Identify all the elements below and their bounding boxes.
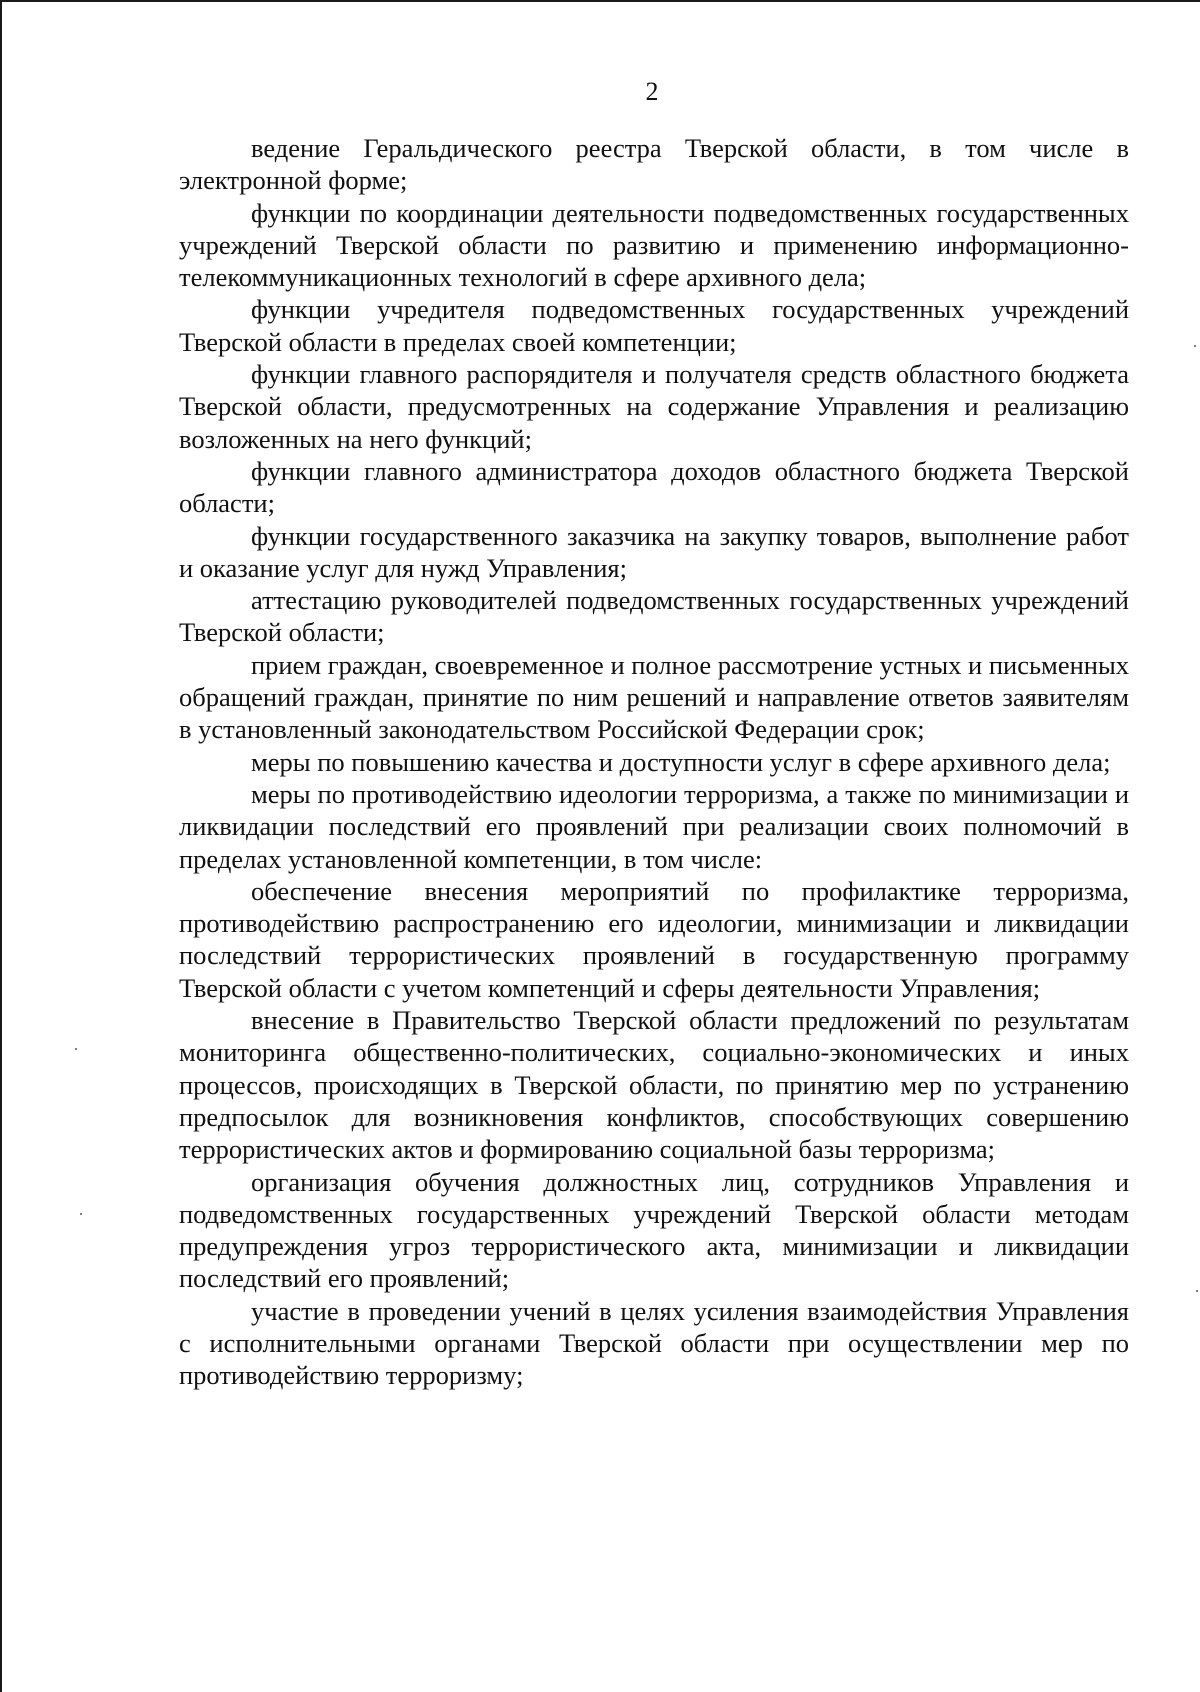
paragraph: обеспечение внесения мероприятий по профилактике терроризма, противодействию распространению его идеологии, минимизации и ликвидации последствий террористических проявлений в государственную программу Тверской области с учетом компетенций и сферы деятельности Управления; <box>179 875 1129 1003</box>
scan-speck <box>75 1048 77 1050</box>
scan-speck <box>80 1213 82 1215</box>
scan-edge-left <box>0 0 2 1692</box>
paragraph: ведение Геральдического реестра Тверской области, в том числе в электронной форме; <box>179 133 1129 196</box>
paragraph: прием граждан, своевременное и полное рассмотрение устных и письменных обращений граждан, принятие по ним решений и направление ответов заявителям в установленный законодательством Российской Федерации срок; <box>179 649 1129 745</box>
paragraph: организация обучения должностных лиц, сотрудников Управления и подведомственных государственных учреждений Тверской области методам предупреждения угроз террористического акта, минимизации и ликвидации последствий его проявлений; <box>179 1166 1129 1294</box>
paragraph: функции учредителя подведомственных государственных учреждений Тверской области в пределах своей компетенции; <box>179 294 1129 357</box>
paragraph: аттестацию руководителей подведомственных государственных учреждений Тверской области; <box>179 585 1129 648</box>
paragraph: внесение в Правительство Тверской области предложений по результатам мониторинга общественно-политических, социально-экономических и иных процессов, происходящих в Тверской области, по принятию мер по устранению предпосылок для возникновения конфликтов, способствующих совершению террористических актов и формированию социальной базы терроризма; <box>179 1005 1129 1165</box>
scan-speck <box>1196 1290 1198 1292</box>
paragraph: функции главного распорядителя и получателя средств областного бюджета Тверской области, предусмотренных на содержание Управления и реализацию возложенных на него функций; <box>179 359 1129 454</box>
document-body <box>179 132 1129 1392</box>
scan-speck <box>1194 345 1196 347</box>
paragraph: меры по противодействию идеологии терроризма, а также по минимизации и ликвидации последствий его проявлений при реализации своих полномочий в пределах установленной компетенции, в том числе: <box>179 778 1129 874</box>
paragraph: участие в проведении учений в целях усиления взаимодействия Управления с исполнительными органами Тверской области при осуществлении мер по противодействию терроризму; <box>179 1295 1129 1391</box>
paragraph: функции по координации деятельности подведомственных государственных учреждений Тверской области по развитию и применению информационно-телекоммуникационных технологий в сфере архивного дела; <box>179 197 1129 293</box>
paragraph: меры по повышению качества и доступности услуг в сфере архивного дела; <box>251 746 1111 777</box>
paragraph: функции главного администратора доходов областного бюджета Тверской области; <box>179 455 1129 519</box>
paragraph: функции государственного заказчика на закупку товаров, выполнение работ и оказание услуг для нужд Управления; <box>179 520 1129 583</box>
page-number: 2 <box>645 77 659 106</box>
scan-edge-top <box>0 0 1200 2</box>
